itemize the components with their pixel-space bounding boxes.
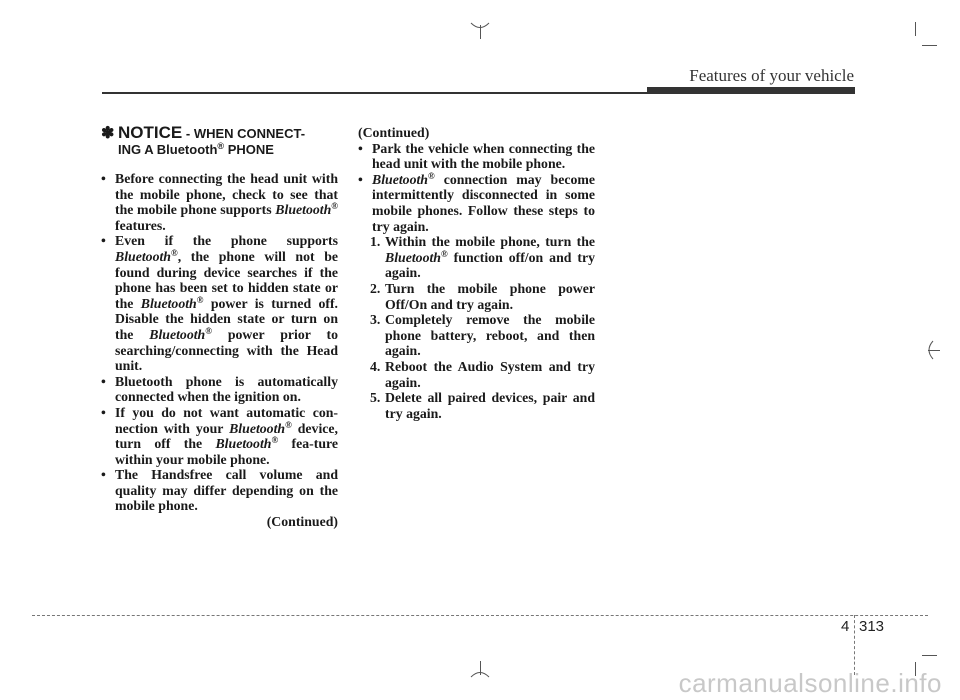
step-item: 4. Reboot the Audio System and try again. — [370, 358, 595, 390]
footer-divider — [854, 615, 855, 675]
crop-mark-top-right-h — [922, 45, 937, 46]
notice-title-line2b: PHONE — [227, 142, 274, 157]
list-item: • Park the vehicle when connecting the head unit with the mobile phone. — [358, 140, 595, 172]
header-rule — [102, 92, 648, 94]
notice-title-line2a: ING A Bluetooth — [118, 142, 218, 157]
list-item: • Even if the phone supports Bluetooth®, the phone will not be found during device searches if the phone has been set to hidden state or the Bluetooth® power is turned off. Disable the hidden state or turn on the Bluetooth® power prior to searching/connecting with the Head unit. — [101, 233, 339, 374]
notice-heading: ✽ NOTICE - WHEN CONNECT- ING A Bluetooth® PHONE — [101, 123, 306, 157]
step-item: 1. Within the mobile phone, turn the Bluetooth® function off/on and try again. — [370, 234, 595, 281]
step-item: 3. Completely remove the mobile phone battery, reboot, and then again. — [370, 312, 595, 359]
step-item: 5. Delete all paired devices, pair and try again. — [370, 390, 595, 421]
page-header-title: Features of your vehicle — [689, 66, 854, 85]
right-column — [358, 125, 595, 421]
list-item: • The Handsfree call volume and quality may differ depending on the mobile phone. — [101, 467, 338, 514]
crop-mark-bottom-right-h — [922, 655, 937, 656]
list-item: • Before connecting the head unit with the mobile phone, check to see that the mobile phone supports Bluetooth® features. — [101, 171, 338, 233]
notice-label: NOTICE — [118, 123, 183, 142]
header-rule-tab — [647, 87, 855, 94]
watermark: carmanualsonline.info — [678, 668, 942, 698]
crop-mark-top-right — [915, 22, 916, 36]
continued-label: (Continued) — [358, 125, 430, 140]
footer-rule — [32, 615, 928, 616]
crop-mark-right-curve — [924, 340, 934, 360]
list-item: • Bluetooth phone is automatically connected when the ignition on. — [101, 373, 338, 405]
notice-title-line1: - WHEN CONNECT- — [185, 126, 306, 141]
crop-mark-top-curve — [470, 22, 490, 32]
list-item: • Bluetooth® connection may become intermittently disconnected in some mobile phones. Follow these steps to try again. — [358, 170, 595, 234]
left-column — [101, 125, 338, 530]
notice-star-icon: ✽ — [101, 125, 115, 142]
chapter-number: 4 — [841, 618, 850, 635]
page-number: 313 — [859, 618, 885, 635]
crop-mark-bottom-curve — [470, 668, 490, 678]
list-item: • If you do not want automatic con-nection with your Bluetooth® device, turn off the Bluetooth® fea-ture within your mobile phone. — [101, 404, 338, 467]
continued-label: (Continued) — [266, 514, 338, 530]
step-item: 2. Turn the mobile phone power Off/On and try again. — [370, 280, 595, 312]
